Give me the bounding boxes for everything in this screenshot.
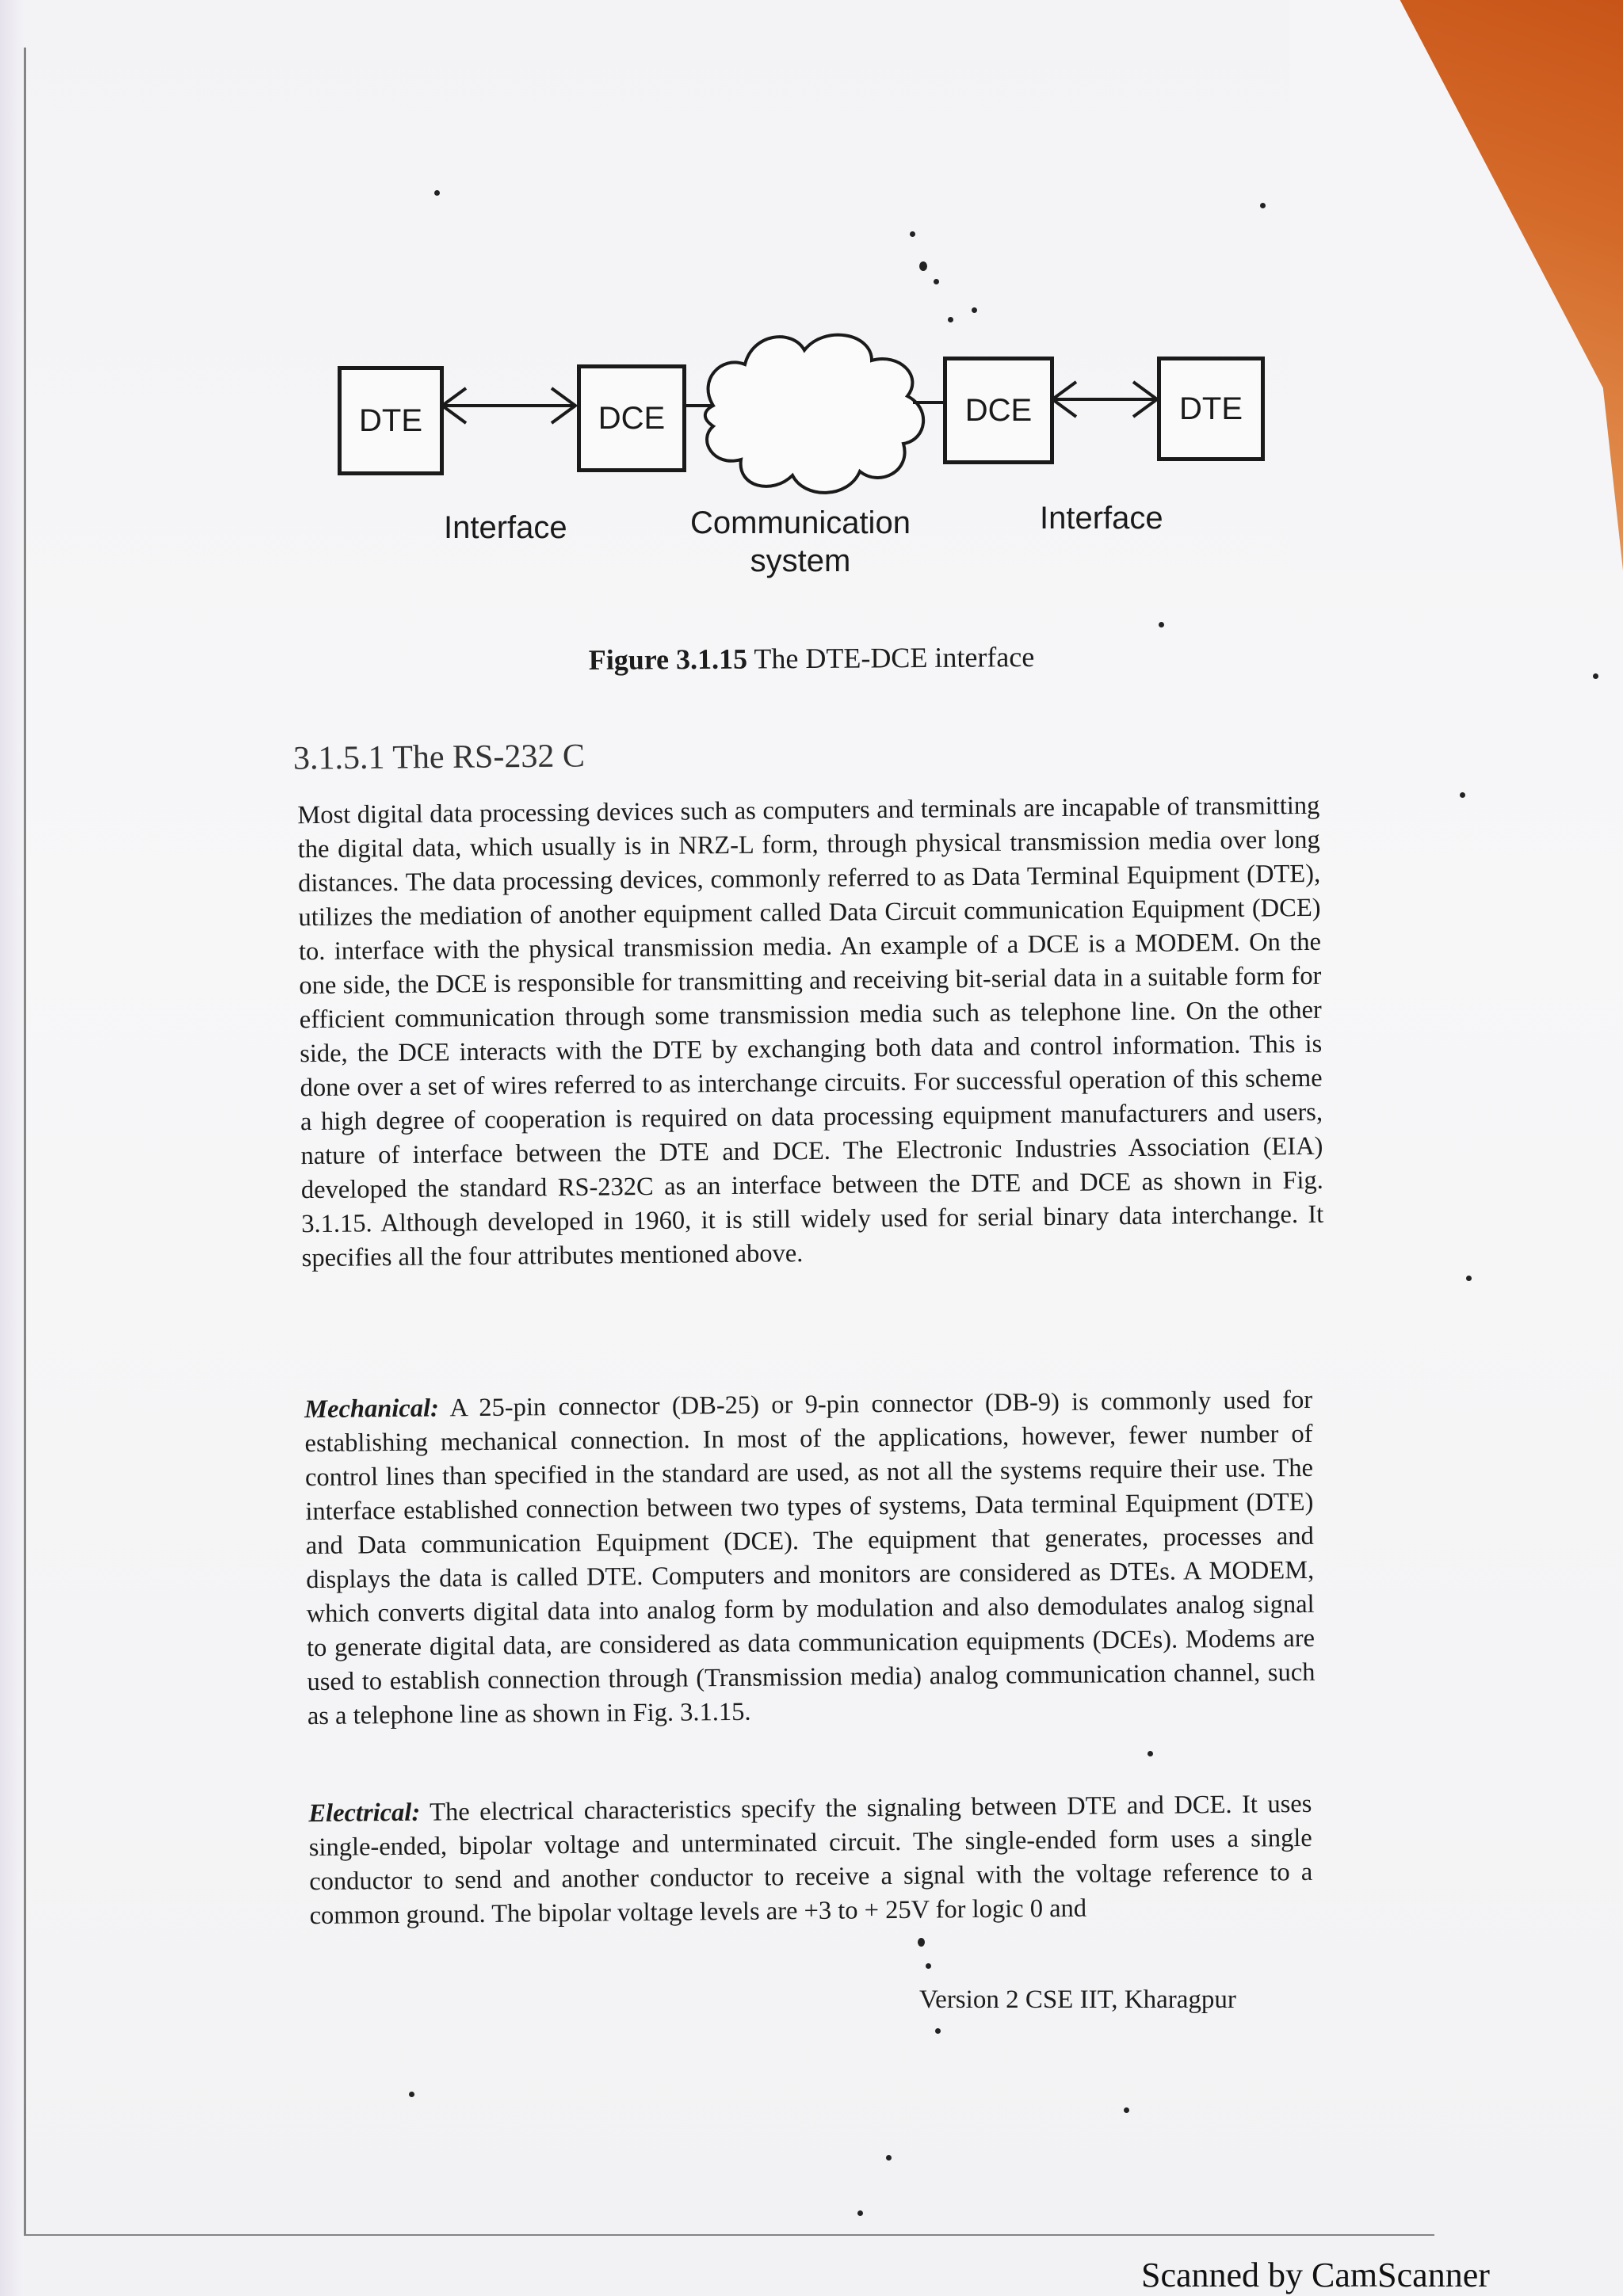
scan-speck (926, 1963, 931, 1969)
dte-box-right: DTE (1157, 357, 1265, 461)
paragraph-mechanical (304, 1383, 1316, 1733)
left-page-shadow (0, 0, 24, 2296)
scan-speck (409, 2092, 414, 2097)
dce-box-left: DCE (577, 364, 686, 472)
dte-dce-diagram (317, 333, 1300, 618)
scanner-watermark: Scanned by CamScanner (1141, 2256, 1490, 2294)
communication-cloud (705, 335, 923, 493)
page-bottom-edge (24, 2234, 1434, 2236)
figure-caption-text: The DTE-DCE interface (754, 641, 1035, 675)
paragraph-intro: Most digital data processing devices such as computers and terminals are incapable of transmitting the digital data, which usually is in NRZ-L form, through physical transmission media over long distances. The data processing devices, commonly referred to as Data Terminal Equipment (DTE), utilizes the mediation of another equipment called Data Circuit communication Equipment (DCE) to. interface with the physical transmission media. An example of a DCE is a MODEM. On the one side, the DCE is responsible for transmitting and receiving bit-serial data in a suitable form for efficient communication through some transmission media such as telephone line. On the other side, the DCE interacts with the DTE by exchanging both data and control information. This is done over a set of wires referred to as interchange circuits. For successful operation of this scheme a high degree of cooperation is required on data processing equipment manufacturers and users, nature of interface between the DTE and DCE. The Electronic Industries Association (EIA) developed the standard RS-232C as an interface between the DTE and DCE as shown in Fig. 3.1.15. Although developed in 1960, it is still widely used for serial binary data interchange. It specifies all the four attributes mentioned above. (297, 791, 1324, 1273)
dte-box-left: DTE (338, 366, 444, 475)
scan-speck (1148, 1751, 1153, 1756)
scan-speck (910, 231, 915, 237)
scan-speck (434, 190, 440, 196)
electrical-heading: Electrical: (308, 1798, 421, 1829)
scan-speck (1124, 2107, 1129, 2113)
scan-speck (857, 2210, 863, 2216)
scan-speck (1460, 792, 1465, 798)
figure-caption (0, 636, 1623, 681)
mechanical-body: A 25-pin connector (DB-25) or 9-pin connector (DB-9) is commonly used for establishing mechanical connection. In most of the applications, however, fewer number of control lines than specified in the standard are used, as not all the systems require their use. The interface established connection between two types of systems, Data terminal Equipment (DTE) and Data communication Equipment (DCE). The equipment that generates, processes and displays the data is called DTE. Computers and monitors are considered as DTEs. A MODEM, which converts digital data into analog form by modulation and also demodulates analog signal to generate digital data, are considered as data communication equipments (DCEs). Modems are used to establish connection through (Transmission media) analog communication channel, such as a telephone line as shown in Fig. 3.1.15. (304, 1385, 1316, 1731)
scan-speck (1466, 1276, 1472, 1281)
scan-speck (1593, 673, 1598, 679)
scan-speck (1159, 622, 1164, 627)
communication-label-line2: system (750, 543, 851, 578)
scan-speck (935, 2028, 941, 2034)
mechanical-heading: Mechanical: (304, 1394, 440, 1425)
electrical-body: The electrical characteristics specify the signaling between DTE and DCE. It uses single-ended, bipolar voltage and unterminated circuit. The single-ended form uses a single conductor to send and another conductor to receive a signal with the voltage reference to a common ground. The bipolar voltage levels are +3 to + 25V for logic 0 and (308, 1789, 1313, 1931)
interface-label-right: Interface (1040, 501, 1163, 536)
scan-speck (918, 1938, 925, 1947)
scan-speck (919, 261, 927, 271)
page-left-edge (24, 48, 26, 2234)
paragraph-electrical (308, 1787, 1313, 1933)
scan-speck (934, 279, 939, 284)
dce-box-right: DCE (943, 357, 1054, 464)
section-title: 3.1.5.1 The RS-232 C (292, 738, 586, 777)
scan-speck (972, 307, 977, 313)
interface-label-left: Interface (444, 510, 567, 545)
figure-number: Figure 3.1.15 (588, 643, 748, 676)
scan-speck (886, 2155, 892, 2161)
page-footer: Version 2 CSE IIT, Kharagpur (919, 1985, 1236, 2014)
communication-system-label (689, 504, 911, 580)
scan-speck (1260, 203, 1266, 208)
scan-speck (948, 317, 953, 322)
communication-label-line1: Communication (690, 505, 911, 540)
